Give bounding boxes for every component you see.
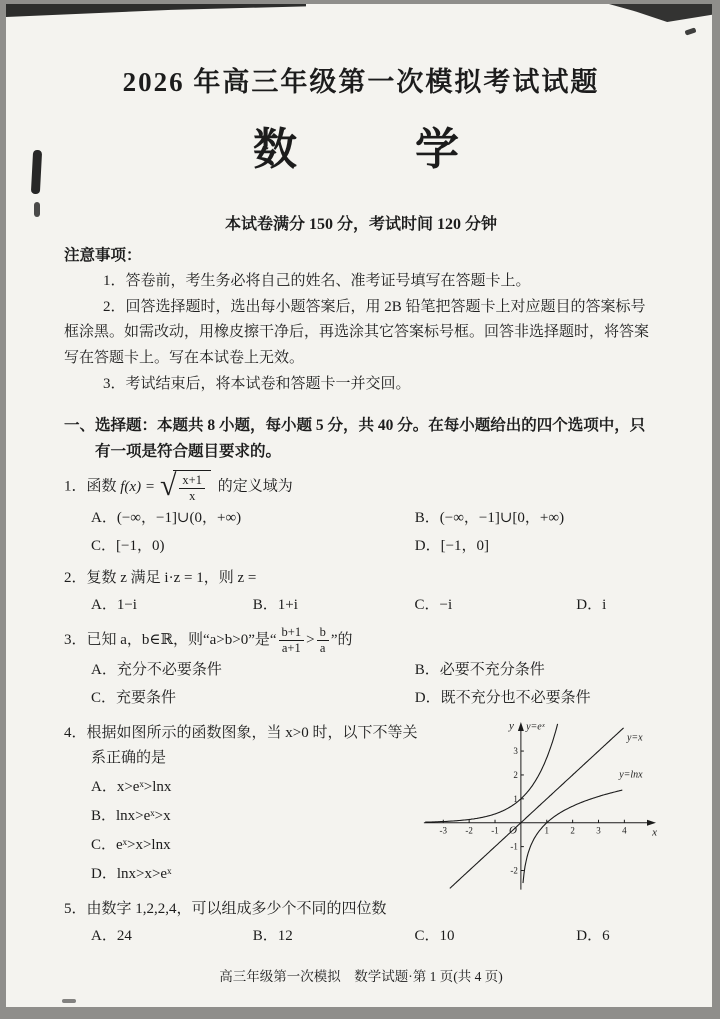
q1-option-a: A．(−∞，−1]∪(0，+∞) [91,510,242,527]
svg-text:-1: -1 [510,841,518,852]
svg-text:-3: -3 [439,825,448,836]
question-3-stem [64,625,658,656]
svg-text:-1: -1 [491,825,499,836]
question-2 [64,566,658,620]
exam-info-line: 本试卷满分 150 分，考试时间 120 分钟 [224,216,497,233]
fraction-numerator: b [317,625,329,641]
q4-option-c: C．eˣ>x>lnx [91,837,171,854]
q1-option-d: D．[−1，0] [414,538,490,555]
note-item-1: 1．答卷前，考生务必将自己的姓名、准考证号填写在答题卡上。 [103,272,531,289]
q3-stem-suffix: ”的 [330,632,353,649]
svg-text:3: 3 [513,745,518,756]
sqrt-expression [160,470,211,504]
q4-option-b: B．lnx>eˣ>x [91,807,171,824]
section1-header: 一、选择题：本题共 8 小题，每小题 5 分，共 40 分。在每小题给出的四个选项中，只有一项是符合题目要求的。 [64,416,646,461]
q1-options-row-1 [64,505,658,533]
fraction [317,625,329,656]
q4-graph-svg [420,720,658,892]
svg-text:2: 2 [570,825,575,836]
fraction-denominator: x [189,489,196,504]
q2-option-a: A．1−i [91,597,137,614]
q1-function-notation: f(x) = [120,478,155,495]
svg-text:1: 1 [544,825,550,836]
svg-text:y=lnx: y=lnx [619,769,643,781]
fraction-denominator: a [319,641,326,656]
svg-text:2: 2 [513,769,518,780]
page-footer: 高三年级第一次模拟 数学试题·第 1 页(共 4 页) [219,968,503,984]
svg-text:4: 4 [622,825,627,836]
q3-option-c: C．充要条件 [91,689,177,706]
q2-option-d: D．i [576,597,607,614]
question-4-text [64,716,420,890]
question-5 [64,897,658,951]
svg-text:-2: -2 [510,865,518,876]
svg-text:y=eˣ: y=eˣ [526,721,545,733]
q4-function-graph [420,716,658,892]
svg-text:O: O [508,824,517,837]
svg-text:y: y [509,719,514,732]
question-4-stem: 4．根据如图所示的函数图象，当 x>0 时，以下不等关系正确的是 [64,724,418,767]
fraction [279,625,305,656]
q4-option-d: D．lnx>x>eˣ [91,866,172,883]
q1-option-b: B．(−∞，−1]∪[0，+∞) [414,510,565,527]
q5-option-c: C．10 [414,928,455,945]
q2-options-row [64,592,658,620]
exam-content [6,4,712,985]
q3-option-a: A．充分不必要条件 [91,662,222,679]
q1-option-c: C．[−1，0) [91,538,165,555]
svg-text:-2: -2 [465,825,473,836]
radicand [173,470,211,504]
question-1-stem [64,470,658,504]
q5-option-b: B．12 [252,928,293,945]
q2-option-b: B．1+i [252,597,298,614]
q3-option-d: D．既不充分也不必要条件 [414,689,591,706]
scan-artifact-bottom-dot [62,999,76,1003]
q4-option-a: A．x>eˣ>lnx [91,778,172,795]
question-2-stem: 2．复数 z 满足 i·z = 1，则 z = [64,569,257,586]
exam-title: 2026 年高三年级第一次模拟考试试题 [122,67,600,97]
q3-stem-prefix: 3．已知 a，b∈ℝ，则“a>b>0”是“ [64,632,277,649]
fraction-numerator: b+1 [279,625,305,641]
svg-text:y=x: y=x [626,732,643,744]
question-5-stem: 5．由数字 1,2,2,4，可以组成多少个不同的四位数 [64,900,387,917]
note-item-3: 3．考试结束后，将本试卷和答题卡一并交回。 [103,375,411,392]
exam-paper [6,4,712,1007]
q5-option-a: A．24 [91,928,132,945]
radical-sign: √ [159,469,177,503]
q5-option-d: D．6 [576,928,610,945]
note-item-2: 2．回答选择题时，选出每小题答案后，用 2B 铅笔把答题卡上对应题目的答案标号框涂黑。如需改动，用橡皮擦干净后，再选涂其它答案标号框。回答非选择题时，将答案写在答题卡上。写在本试卷上无效。 [64,298,650,367]
svg-text:3: 3 [596,825,601,836]
q3-options-row-2 [64,685,658,713]
q3-inequality-sign: > [306,632,315,649]
svg-text:x: x [652,826,657,839]
svg-text:1: 1 [513,793,518,804]
fraction-numerator: x+1 [179,473,205,489]
subject-title: 数 学 [253,125,469,174]
question-3 [64,625,658,713]
q2-option-c: C．−i [414,597,453,614]
q1-options-row-2 [64,533,658,561]
question-4 [64,716,658,892]
fraction [179,473,205,504]
q1-stem-prefix: 1．函数 [64,478,117,495]
question-1 [64,470,658,561]
q1-stem-suffix: 的定义域为 [217,478,293,495]
fraction-denominator: a+1 [281,641,301,656]
q3-options-row-1 [64,657,658,685]
q5-options-row [64,923,658,951]
notes-header: 注意事项： [64,247,142,264]
q3-option-b: B．必要不充分条件 [414,662,545,679]
